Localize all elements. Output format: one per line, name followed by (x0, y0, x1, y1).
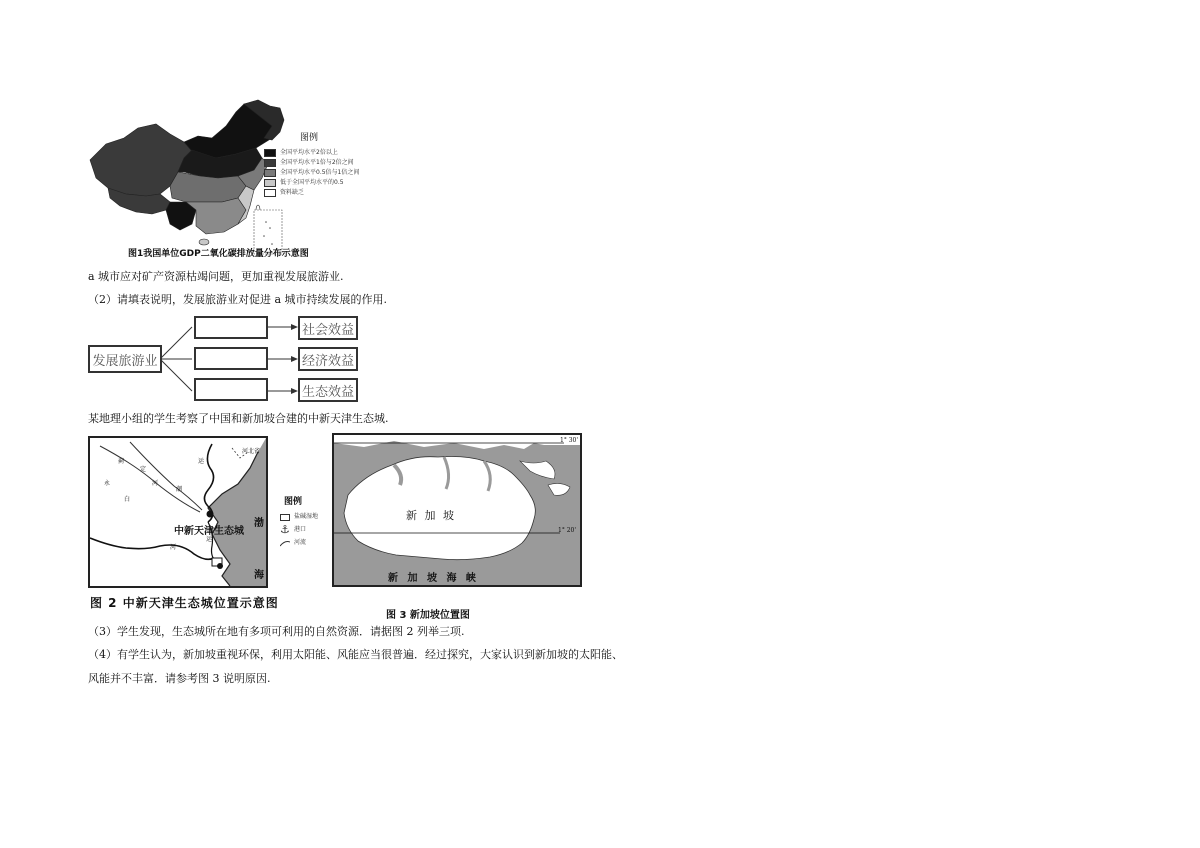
figure-3-caption: 图 3 新加坡位置图 (386, 610, 470, 621)
label-singapore: 新 加 坡 (406, 509, 456, 522)
flow-diagram (88, 314, 368, 406)
figure-3-map (332, 433, 582, 587)
label-river-3: 永 (104, 480, 111, 487)
map-island-hainan (199, 239, 209, 245)
legend-item-4 (264, 178, 376, 188)
label-river-4: 定 (140, 466, 147, 473)
legend-label-3: 全国平均水平0.5倍与1倍之间 (280, 169, 360, 176)
figure-1-legend-title: 图例 (300, 133, 319, 143)
label-lat-top: 1° 30' (560, 437, 579, 444)
legend-label-4: 低于全国平均水平的0.5 (280, 179, 344, 186)
figure-2-caption: 图 2 中新天津生态城位置示意图 (90, 596, 279, 610)
wetland-swatch (280, 514, 290, 521)
figure-2-legend (280, 494, 330, 548)
flow-outcome-ecological: 生态效益 (298, 378, 358, 402)
question-2: （2）请填表说明，发展旅游业对促进 a 城市持续发展的作用. (88, 293, 388, 306)
legend2-port-label: 港口 (294, 526, 307, 533)
legend-swatch-4 (264, 179, 276, 187)
legend-swatch-3 (264, 169, 276, 177)
river-line-icon (280, 540, 290, 547)
legend-item-2 (264, 158, 376, 168)
legend-item-5 (264, 188, 376, 198)
figure-2-map (88, 436, 268, 588)
label-hebei: 河北省 (242, 448, 261, 455)
legend-swatch-5 (264, 189, 276, 197)
flow-outcome-economic: 经济效益 (298, 347, 358, 371)
legend-label-2: 全国平均水平1倍与2倍之间 (280, 159, 354, 166)
flow-blank-box-2[interactable] (194, 347, 268, 370)
legend2-wetland-label: 盐碱湿地 (294, 513, 319, 520)
flow-source-box: 发展旅游业 (88, 345, 162, 373)
label-river-2: 运 (198, 458, 205, 465)
legend2-river-label: 河流 (294, 539, 307, 546)
legend-item-1 (264, 148, 376, 158)
figure-3-svg (334, 435, 580, 585)
legend2-river (280, 538, 330, 548)
legend-swatch-2 (264, 159, 276, 167)
figure-2-svg (90, 438, 266, 586)
river-1 (100, 446, 200, 512)
figure-1 (86, 98, 376, 260)
question-3: （3）学生发现，生态城所在地有多项可利用的自然资源．请据图 2 列举三项. (88, 625, 465, 638)
figure-2-legend-title: 图例 (284, 497, 303, 507)
river-2 (130, 442, 205, 510)
map-region-south (186, 198, 246, 234)
paragraph-tourism: a 城市应对矿产资源枯竭问题，更加重视发展旅游业. (88, 270, 344, 283)
label-river-9: 运 (206, 536, 213, 543)
river-south (90, 538, 214, 559)
label-river-6: 潮 (176, 486, 183, 493)
question-4-line-2: 风能并不丰富．请参考图 3 说明原因. (88, 672, 271, 685)
label-river-8: 河 (170, 544, 177, 551)
ecocity-dot (207, 511, 214, 518)
legend-label-5: 资料缺乏 (280, 189, 305, 196)
paragraph-ecocity: 某地理小组的学生考察了中国和新加坡合建的中新天津生态城. (88, 412, 389, 425)
label-singapore-strait: 新 加 坡 海 峡 (388, 573, 479, 584)
question-4-line-1: （4）有学生认为，新加坡重视环保，利用太阳能、风能应当很普遍．经过探究，大家认识到新加坡的太阳能、 (88, 648, 623, 661)
legend-item-3 (264, 168, 376, 178)
flow-outcome-social: 社会效益 (298, 316, 358, 340)
anchor-icon: ⚓ (280, 523, 290, 536)
label-river-1: 蓟 (118, 458, 125, 465)
flow-blank-box-1[interactable] (194, 316, 268, 339)
label-river-7: 白 (124, 496, 131, 503)
label-sea-2: 海 (254, 570, 264, 581)
label-lat-mid: 1° 20' (558, 527, 577, 534)
legend-swatch-1 (264, 149, 276, 157)
port-marker (217, 563, 223, 569)
legend-label-1: 全国平均水平2倍以上 (280, 149, 338, 156)
figure-1-legend (264, 130, 376, 198)
label-river-5: 河 (152, 480, 159, 487)
legend2-port (280, 525, 330, 535)
label-sea-1: 渤 (254, 518, 264, 529)
legend2-wetland (280, 512, 330, 522)
label-ecocity: 中新天津生态城 (174, 526, 244, 537)
flow-blank-box-3[interactable] (194, 378, 268, 401)
figure-1-caption: 图1我国单位GDP二氧化碳排放量分布示意图 (128, 249, 309, 259)
